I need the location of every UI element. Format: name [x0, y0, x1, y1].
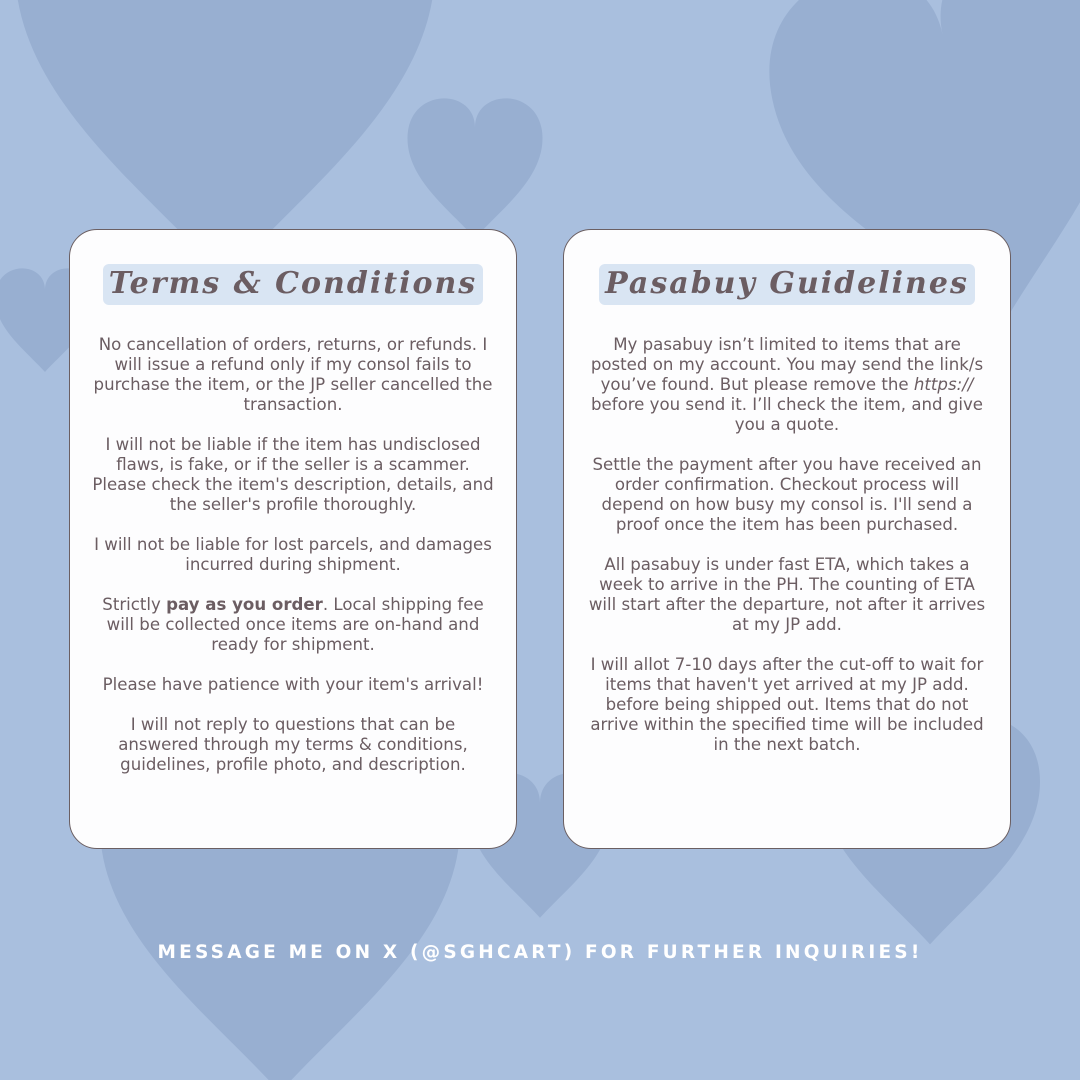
terms-title: Terms & Conditions: [103, 264, 483, 305]
terms-card: [69, 229, 517, 849]
footer-message: MESSAGE ME ON X (@SGHCART) FOR FURTHER INQUIRIES!: [157, 942, 923, 963]
terms-text: . Local shipping fee will be collected once items are on-hand and ready for shipment.: [106, 595, 484, 654]
terms-text: Strictly: [102, 595, 167, 614]
heart-icon: [408, 98, 543, 238]
terms-paragraph: I will not reply to questions that can be answered through my terms & conditions, guidelines, profile photo, and description.: [118, 715, 468, 774]
guidelines-text: before you send it. I’ll check the item, and give you a quote.: [590, 395, 984, 434]
terms-bold-text: pay as you order: [166, 595, 323, 614]
guidelines-title: Pasabuy Guidelines: [599, 264, 975, 305]
terms-paragraph: I will not be liable if the item has undisclosed flaws, is fake, or if the seller is a scammer. Please check the item's description, details, and the seller's profile thoroughly.: [92, 435, 494, 514]
terms-paragraph: I will not be liable for lost parcels, and damages incurred during shipment.: [94, 535, 492, 574]
guidelines-paragraph: Settle the payment after you have received an order confirmation. Checkout process will depend on how busy my consol is. I'll send a proof once the item has been purchased.: [592, 455, 982, 534]
terms-paragraph: No cancellation of orders, returns, or refunds. I will issue a refund only if my consol fails to purchase the item, or the JP seller cancelled the transaction.: [93, 335, 493, 414]
guidelines-card: [563, 229, 1011, 849]
guidelines-text: My pasabuy isn’t limited to items that are posted on my account. You may send the link/s you’ve found. But please remove the: [590, 335, 984, 394]
guidelines-paragraph: All pasabuy is under fast ETA, which takes a week to arrive in the PH. The counting of ETA will start after the departure, not after it arrives at my JP add.: [588, 555, 986, 634]
guidelines-paragraph: I will allot 7-10 days after the cut-off to wait for items that haven't yet arrived at my JP add. before being shipped out. Items that do not arrive within the specified time will be included in the next batch.: [590, 655, 984, 754]
guidelines-italic-text: https://: [913, 375, 974, 394]
terms-paragraph: [92, 595, 494, 655]
guidelines-paragraph: [586, 335, 988, 435]
terms-paragraph: Please have patience with your item's arrival!: [102, 675, 484, 694]
